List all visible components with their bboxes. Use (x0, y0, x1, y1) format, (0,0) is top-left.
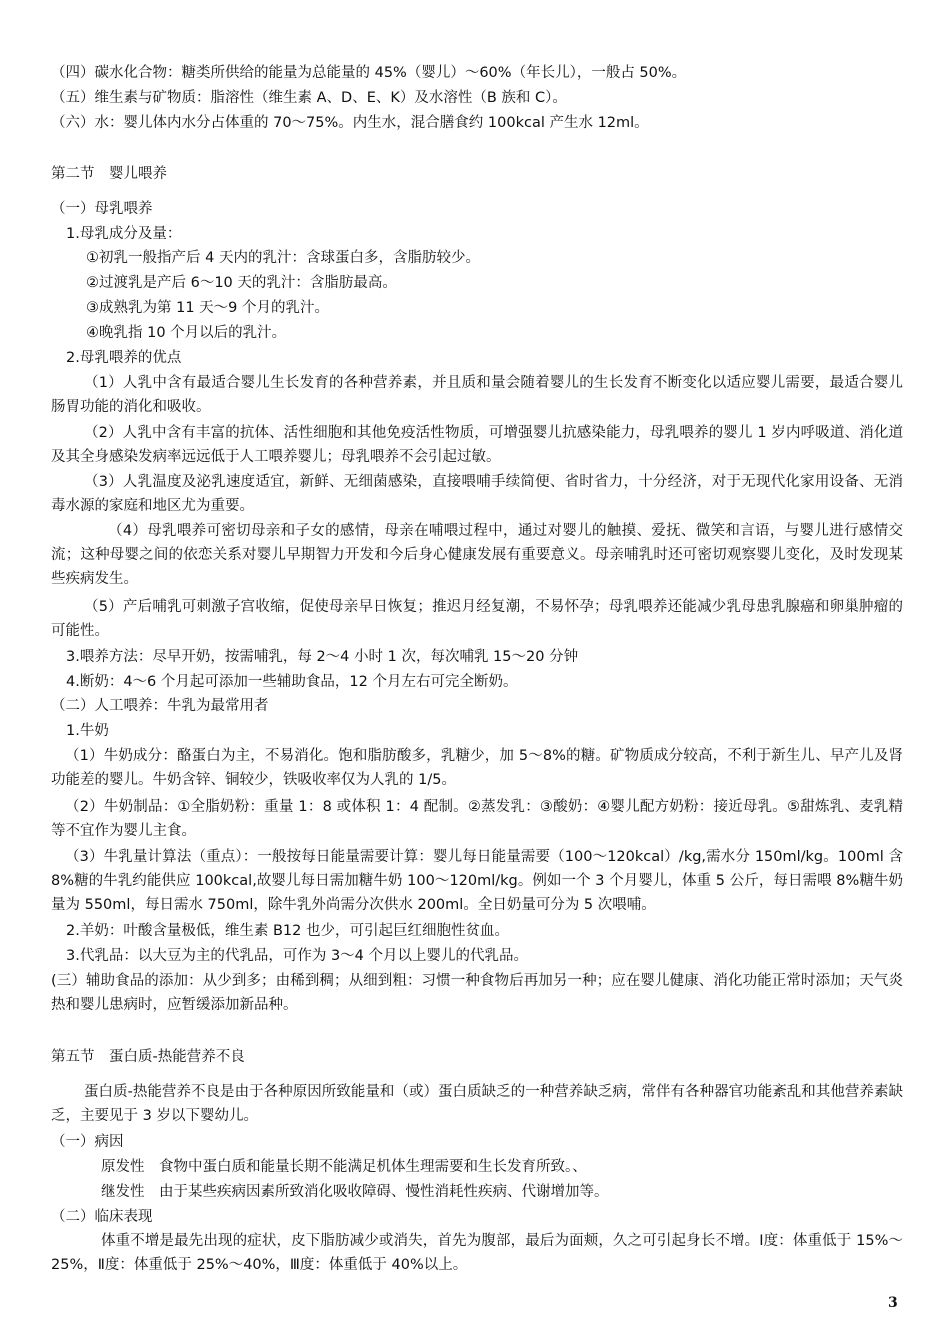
goat-milk-line: 2.羊奶：叶酸含量极低，维生素 B12 也少，可引起巨红细胞性贫血。 (66, 923, 509, 939)
milk-composition-paragraph: （1）牛奶成分：酪蛋白为主，不易消化。饱和脂肪酸多，乳糖少，加 5～8%的糖。矿物质成分较高，不利于新生儿、早产儿及肾功能差的婴儿。牛奶含锌、铜较少，铁吸收率仅为人乳的 1/5。 (51, 748, 903, 788)
weaning-line: 4.断奶：4～6 个月起可添加一些辅助食品，12 个月左右可完全断奶。 (66, 674, 518, 690)
breastfeeding-title: （一）母乳喂养 (51, 201, 153, 217)
complementary-food-paragraph: (三）辅助食品的添加：从少到多；由稀到稠；从细到粗：习惯一种食物后再加另一种；应在婴儿健康、消化功能正常时添加；天气炎热和婴儿患病时，应暂缓添加新品种。 (51, 973, 903, 1013)
clinical-paragraph: 体重不增是最先出现的症状，皮下脂肪减少或消失，首先为腹部，最后为面颊，久之可引起身长不增。Ⅰ度：体重低于 15%～25%，Ⅱ度：体重低于 25%～40%，Ⅲ度：体重低于 40%以上。 (51, 1233, 903, 1273)
feeding-method-line: 3.喂养方法：尽早开奶，按需哺乳，每 2～4 小时 1 次，每次哺乳 15～20 分钟 (66, 649, 579, 665)
advantage-2-paragraph: （2）人乳中含有丰富的抗体、活性细胞和其他免疫活性物质，可增强婴儿抗感染能力，母乳喂养的婴儿 1 岁内呼吸道、消化道及其全身感染发病率远远低于人工喂养婴儿；母乳喂养不会引起过敏。 (51, 425, 903, 465)
carbohydrates-line: （四）碳水化合物：糖类所供给的能量为总能量的 45%（婴儿）～60%（年长儿），一般占 50%。 (51, 65, 687, 81)
colostrum-item: ①初乳一般指产后 4 天内的乳汁：含球蛋白多，含脂肪较少。 (86, 250, 480, 266)
advantage-5-paragraph: （5）产后哺乳可刺激子宫收缩，促使母亲早日恢复；推迟月经复潮，不易怀孕；母乳喂养还能减少乳母患乳腺癌和卵巢肿瘤的可能性。 (51, 599, 903, 639)
milk-substitute-line: 3.代乳品：以大豆为主的代乳品，可作为 3～4 个月以上婴儿的代乳品。 (66, 948, 529, 964)
advantage-3-paragraph: （3）人乳温度及泌乳速度适宜，新鲜、无细菌感染，直接喂哺手续简便、省时省力，十分经济，对于无现代化家用设备、无消毒水源的家庭和地区尤为重要。 (51, 474, 903, 514)
breastfeeding-advantages-title: 2.母乳喂养的优点 (66, 350, 182, 366)
etiology-title: （一）病因 (51, 1134, 124, 1150)
water-line: （六）水：婴儿体内水分占体重的 70～75%。内生水，混合膳食约 100kcal 产生水 12ml。 (51, 115, 649, 131)
milk-products-paragraph: （2）牛奶制品：①全脂奶粉：重量 1：8 或体积 1：4 配制。②蒸发乳：③酸奶：④婴儿配方奶粉：接近母乳。⑤甜炼乳、麦乳精等不宜作为婴儿主食。 (51, 799, 903, 839)
pem-intro-paragraph: 蛋白质-热能营养不良是由于各种原因所致能量和（或）蛋白质缺乏的一种营养缺乏病，常伴有各种器官功能紊乱和其他营养素缺乏，主要见于 3 岁以下婴幼儿。 (51, 1084, 903, 1124)
advantage-4-paragraph: （4）母乳喂养可密切母亲和子女的感情，母亲在哺喂过程中，通过对婴儿的触摸、爱抚、微笑和言语，与婴儿进行感情交流；这种母婴之间的依恋关系对婴儿早期智力开发和今后身心健康发展有重要意义。母亲哺乳时还可密切观察婴儿变化，及时发现某些疾病发生。 (51, 523, 903, 587)
section-heading-pem: 第五节 蛋白质-热能营养不良 (51, 1049, 245, 1065)
artificial-feeding-title: （二）人工喂养：牛乳为最常用者 (51, 698, 269, 714)
vitamins-line: （五）维生素与矿物质：脂溶性（维生素 A、D、E、K）及水溶性（B 族和 C）。 (51, 90, 567, 106)
breastmilk-composition-title: 1.母乳成分及量： (66, 226, 182, 242)
section-heading-infant-feeding: 第二节 婴儿喂养 (51, 166, 167, 182)
primary-cause-line: 原发性 食物中蛋白质和能量长期不能满足机体生理需要和生长发育所致。、 (101, 1159, 587, 1175)
cow-milk-title: 1.牛奶 (66, 723, 109, 739)
transitional-milk-item: ②过渡乳是产后 6～10 天的乳汁：含脂肪最高。 (86, 275, 397, 291)
advantage-1-paragraph: （1）人乳中含有最适合婴儿生长发育的各种营养素，并且质和量会随着婴儿的生长发育不断变化以适应婴儿需要，最适合婴儿肠胃功能的消化和吸收。 (51, 375, 903, 415)
page-number: 3 (888, 1295, 898, 1311)
mature-milk-item: ③成熟乳为第 11 天～9 个月的乳汁。 (86, 300, 330, 316)
secondary-cause-line: 继发性 由于某些疾病因素所致消化吸收障碍、慢性消耗性疾病、代谢增加等。 (101, 1184, 609, 1200)
milk-calculation-paragraph: （3）牛乳量计算法（重点）：一般按每日能量需要计算：婴儿每日能量需要（100～120kcal）/kg,需水分 150ml/kg。100ml 含 8%糖的牛乳约能供应 100kcal,故婴儿每日需加糖牛奶 100～120ml/kg。例如一个 3 个月婴儿，体重 5 公斤，每日需喂 8%糖牛奶量为 550ml，每日需水 750ml，除牛乳外尚需分次供水 200ml。全日奶量可分为 5 次喂哺。 (51, 849, 903, 913)
late-milk-item: ④晚乳指 10 个月以后的乳汁。 (86, 325, 287, 341)
clinical-title: （二）临床表现 (51, 1209, 153, 1225)
